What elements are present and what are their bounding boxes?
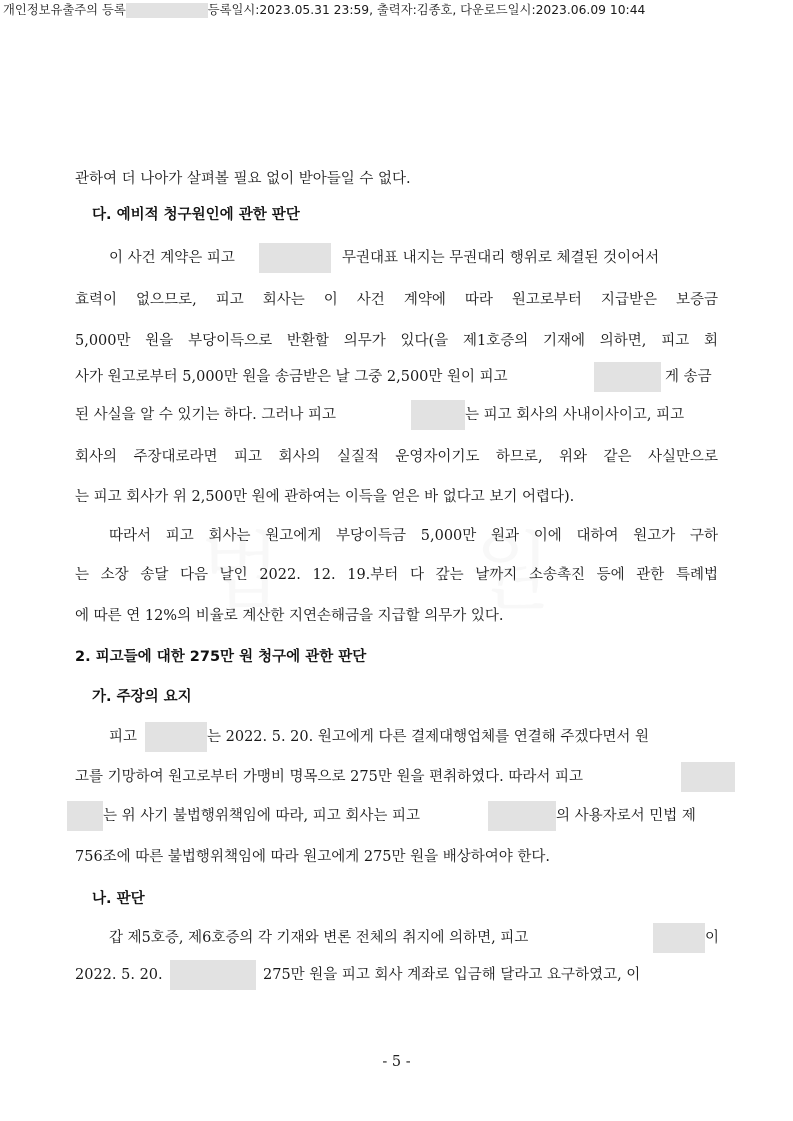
body-line — [75, 840, 718, 874]
body-line — [75, 599, 718, 633]
line-text: 에 따른 연 12%의 비율로 계산한 지연손해금을 지급할 의무가 있다. — [75, 608, 504, 624]
download-header — [3, 0, 645, 20]
redaction-block — [67, 801, 103, 831]
line-text: 효력이 없으므로, 피고 회사는 이 사건 계약에 따라 원고로부터 지급받은 보증금 — [75, 292, 718, 308]
watermark-char: 원 — [470, 523, 552, 621]
header-left-text: 개인정보유출주의 등록 — [3, 3, 126, 17]
section-2a-heading: 가. 주장의 요지 — [92, 689, 192, 705]
body-line — [75, 360, 718, 394]
body-line — [75, 440, 718, 474]
section-2-heading: 2. 피고들에 대한 275만 원 청구에 관한 판단 — [75, 649, 367, 665]
body-line — [75, 398, 718, 432]
line-text: 는 피고 회사의 사내이사이고, 피고 — [465, 407, 685, 423]
line-text: 의 사용자로서 민법 제 — [556, 808, 696, 824]
line-text: 고를 기망하여 원고로부터 가맹비 명목으로 275만 원을 편취하였다. 따라서 피고 — [75, 769, 583, 785]
header-right-text: 등록일시:2023.05.31 23:59, 출력자:김종호, 다운로드일시:2023.06.09 10:44 — [207, 3, 646, 17]
body-line — [75, 283, 718, 317]
line-text: 게 송금 — [665, 369, 712, 385]
body-line — [75, 162, 718, 196]
body-line — [75, 720, 718, 754]
redaction-block — [126, 3, 208, 18]
redaction-block — [594, 362, 661, 392]
body-line — [75, 921, 718, 955]
body-line — [75, 324, 718, 358]
body-line — [75, 760, 718, 794]
line-text: 는 2022. 5. 20. 원고에게 다른 결제대행업체를 연결해 주겠다면서 원 — [207, 729, 650, 745]
section-2b-heading: 나. 판단 — [92, 891, 145, 907]
line-text: 이 — [705, 930, 720, 946]
redaction-block — [170, 960, 256, 990]
line-text: 따라서 피고 회사는 원고에게 부당이득금 5,000만 원과 이에 대하여 원고가 구하 — [109, 528, 718, 544]
line-text: 756조에 따른 불법행위책임에 따라 원고에게 275만 원을 배상하여야 한다. — [75, 849, 551, 865]
watermark-char: 법 — [200, 523, 282, 621]
redaction-block — [681, 762, 735, 792]
line-text: 관하여 더 나아가 살펴볼 필요 없이 받아들일 수 없다. — [75, 171, 411, 187]
line-text: 2022. 5. 20. — [75, 967, 163, 983]
body-line — [75, 958, 718, 992]
line-text: 는 피고 회사가 위 2,500만 원에 관하여는 이득을 얻은 바 없다고 보기 어렵다). — [75, 489, 575, 505]
body-line — [75, 241, 718, 275]
line-text: 회사의 주장대로라면 피고 회사의 실질적 운영자이기도 하므로, 위와 같은 사실만으로 — [75, 449, 718, 465]
redaction-block — [145, 722, 207, 752]
line-text: 이 사건 계약은 피고 — [109, 250, 235, 266]
body-line — [109, 519, 718, 553]
body-line — [75, 480, 718, 514]
redaction-block — [259, 243, 331, 273]
line-text: 무권대표 내지는 무권대리 행위로 체결된 것이어서 — [342, 250, 660, 266]
body-line — [75, 558, 718, 592]
line-text: 는 위 사기 불법행위책임에 따라, 피고 회사는 피고 — [103, 808, 421, 824]
line-text: 275만 원을 피고 회사 계좌로 입금해 달라고 요구하였고, 이 — [263, 967, 641, 983]
line-text: 피고 — [109, 729, 138, 745]
line-text: 는 소장 송달 다음 날인 2022. 12. 19.부터 다 갚는 날까지 소송촉진 등에 관한 특례법 — [75, 567, 718, 583]
redaction-block — [653, 923, 705, 953]
redaction-block — [411, 400, 465, 430]
page-number: - 5 - — [382, 1054, 411, 1070]
line-text: 5,000만 원을 부당이득으로 반환할 의무가 있다(을 제1호증의 기재에 의하면, 피고 회 — [75, 333, 718, 349]
line-text: 사가 원고로부터 5,000만 원을 송금받은 날 그중 2,500만 원이 피고 — [75, 369, 508, 385]
redaction-block — [488, 801, 556, 831]
line-text: 갑 제5호증, 제6호증의 각 기재와 변론 전체의 취지에 의하면, 피고 — [109, 930, 529, 946]
line-text: 된 사실을 알 수 있기는 하다. 그러나 피고 — [75, 407, 336, 423]
body-line — [75, 799, 718, 833]
section-c-heading: 다. 예비적 청구원인에 관한 판단 — [92, 207, 300, 223]
